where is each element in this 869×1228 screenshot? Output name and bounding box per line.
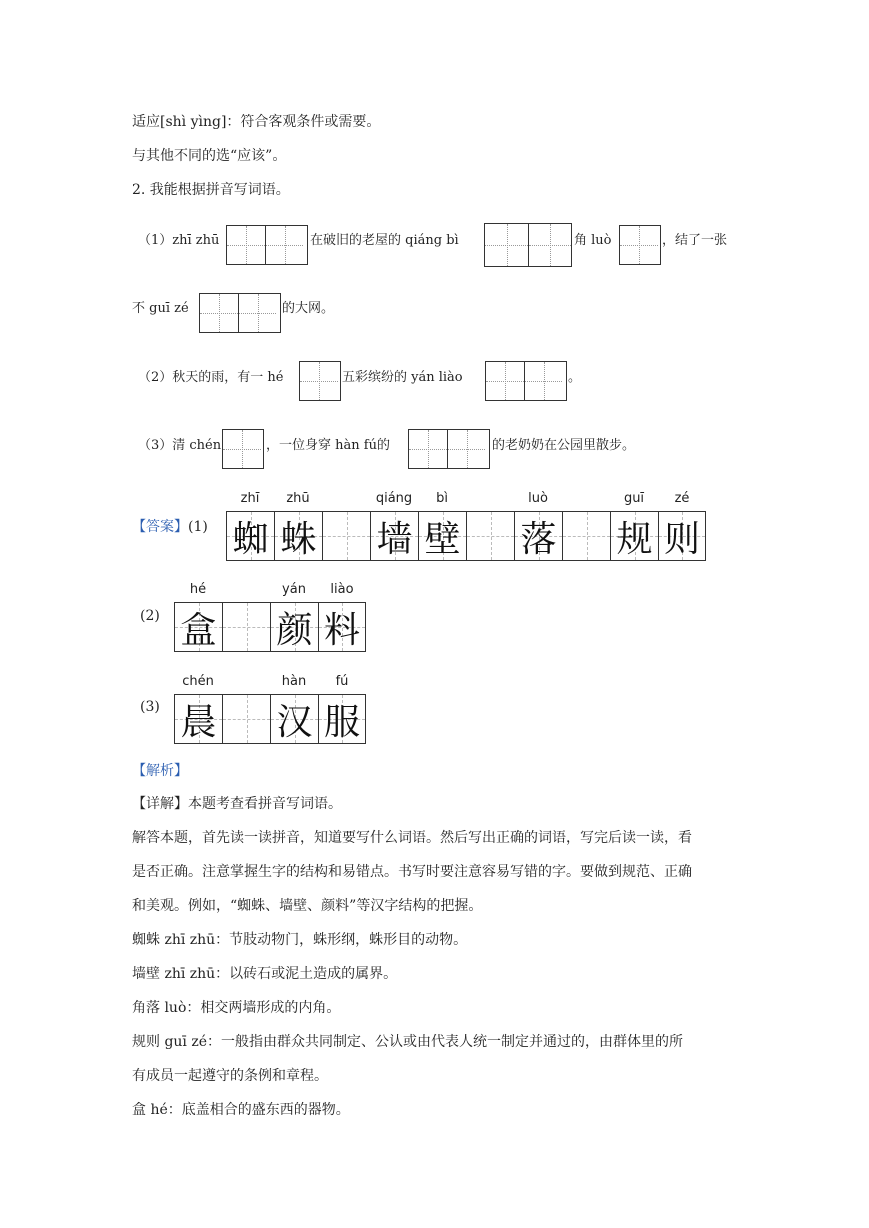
- q1-blank-luo[interactable]: [619, 225, 661, 265]
- intro-line-2: 与其他不同的选“应该”。: [132, 148, 287, 164]
- q1-text-1: 在破旧的老屋的 qiáng bì: [310, 233, 459, 248]
- answer-char: 则: [663, 518, 700, 560]
- q2-prefix: （2）秋天的雨，有一 hé: [138, 370, 284, 385]
- answer-cell: [174, 695, 222, 743]
- analysis-line: 盒 hé：底盖相合的盛东西的器物。: [132, 1102, 350, 1118]
- answer-cell: [174, 603, 222, 651]
- answer-pinyin: zhū: [286, 491, 310, 506]
- answer-tag: 【答案】: [132, 519, 188, 535]
- answer-grid-row2: [174, 602, 366, 652]
- answer-cell: [322, 512, 370, 560]
- answer-cell: [226, 512, 274, 560]
- answer-row1-label: (1): [188, 519, 208, 535]
- q1-line2-suffix: 的大网。: [282, 301, 335, 316]
- answer-char: 颜: [276, 609, 313, 651]
- answer-cell: [270, 695, 318, 743]
- answer-pinyin: guī: [623, 491, 645, 506]
- analysis-line: 墙壁 zhī zhū：以砖石或泥土造成的属界。: [132, 966, 398, 982]
- answer-char: 盒: [180, 609, 217, 651]
- q1-text-2: 角 luò: [574, 233, 612, 248]
- q3-blank-hanfu[interactable]: [408, 429, 490, 469]
- answer-cell: [658, 512, 706, 560]
- answer-char: 晨: [180, 701, 217, 743]
- answer-cell: [562, 512, 610, 560]
- answer-pinyin: yán: [282, 582, 306, 597]
- answer-grid-row3: [174, 694, 366, 744]
- answer-pinyin: qiáng: [375, 491, 413, 506]
- answer-char: 蜘: [232, 518, 269, 560]
- answer-pinyin: zhī: [240, 491, 260, 506]
- answer-cell: [466, 512, 514, 560]
- analysis-line: 规则 guī zé：一般指由群众共同制定、公认或由代表人统一制定并通过的，由群体里的所: [132, 1034, 684, 1050]
- answer-cell: [418, 512, 466, 560]
- analysis-tag: 【解析】: [132, 763, 188, 779]
- answer-pinyin: liào: [330, 582, 354, 597]
- answer-char: 服: [323, 701, 360, 743]
- q1-text-3: ，结了一张: [662, 233, 728, 248]
- q2-blank-he[interactable]: [299, 361, 341, 401]
- answer-pinyin: fú: [335, 674, 349, 689]
- answer-pinyin: zé: [674, 491, 690, 506]
- q3-blank-chen[interactable]: [222, 429, 264, 469]
- analysis-line: 【详解】本题考查看拼音写词语。: [132, 796, 342, 812]
- q1-blank-zhizhu[interactable]: [226, 225, 308, 265]
- q2-text-2: 。: [568, 370, 582, 385]
- answer-char: 汉: [276, 701, 313, 743]
- q1-line2-prefix: 不 guī zé: [132, 301, 189, 316]
- answer-row3-label: (3): [140, 699, 160, 715]
- answer-cell: [222, 695, 270, 743]
- analysis-line: 角落 luò：相交两墙形成的内角。: [132, 1000, 341, 1016]
- analysis-line: 和美观。例如，“蜘蛛、墙壁、颜料”等汉字结构的把握。: [132, 898, 483, 914]
- answer-pinyin: luò: [528, 491, 548, 506]
- answer-cell: [514, 512, 562, 560]
- answer-grid-row1: [226, 511, 706, 561]
- answer-char: 料: [323, 609, 360, 651]
- q3-text-1: ，一位身穿 hàn fú的: [266, 438, 390, 453]
- answer-char: 落: [520, 518, 557, 560]
- answer-cell: [222, 603, 270, 651]
- analysis-line: 是否正确。注意掌握生字的结构和易错点。书写时要注意容易写错的字。要做到规范、正确: [132, 864, 692, 880]
- answer-pinyin: hàn: [281, 674, 307, 689]
- answer-cell: [318, 695, 366, 743]
- q2-blank-yanliao[interactable]: [485, 361, 567, 401]
- q1-prefix: （1）zhī zhū: [138, 233, 220, 248]
- answer-pinyin: bì: [436, 491, 448, 506]
- answer-cell: [270, 603, 318, 651]
- intro-line-1: 适应[shì yìng]：符合客观条件或需要。: [132, 114, 381, 130]
- answer-char: 墙: [376, 518, 413, 560]
- answer-cell: [610, 512, 658, 560]
- answer-row2-label: (2): [140, 608, 160, 624]
- q2-text-1: 五彩缤纷的 yán liào: [342, 370, 463, 385]
- answer-pinyin: chén: [182, 674, 214, 689]
- analysis-line: 蜘蛛 zhī zhū：节肢动物门，蛛形纲，蛛形目的动物。: [132, 932, 468, 948]
- analysis-line: 解答本题，首先读一读拼音，知道要写什么词语。然后写出正确的词语，写完后读一读，看: [132, 830, 692, 846]
- question-heading: 2. 我能根据拼音写词语。: [132, 182, 290, 198]
- q3-prefix: （3）清 chén: [138, 438, 222, 453]
- q1-blank-guize[interactable]: [199, 293, 281, 333]
- analysis-line: 有成员一起遵守的条例和章程。: [132, 1068, 328, 1084]
- answer-char: 规: [616, 518, 653, 560]
- answer-cell: [318, 603, 366, 651]
- answer-char: 壁: [424, 518, 461, 560]
- q3-text-2: 的老奶奶在公园里散步。: [492, 438, 636, 453]
- answer-cell: [370, 512, 418, 560]
- q1-blank-qiangbi[interactable]: [484, 223, 572, 267]
- answer-pinyin: hé: [189, 582, 207, 597]
- answer-label: [132, 516, 208, 536]
- answer-char: 蛛: [280, 518, 317, 560]
- answer-cell: [274, 512, 322, 560]
